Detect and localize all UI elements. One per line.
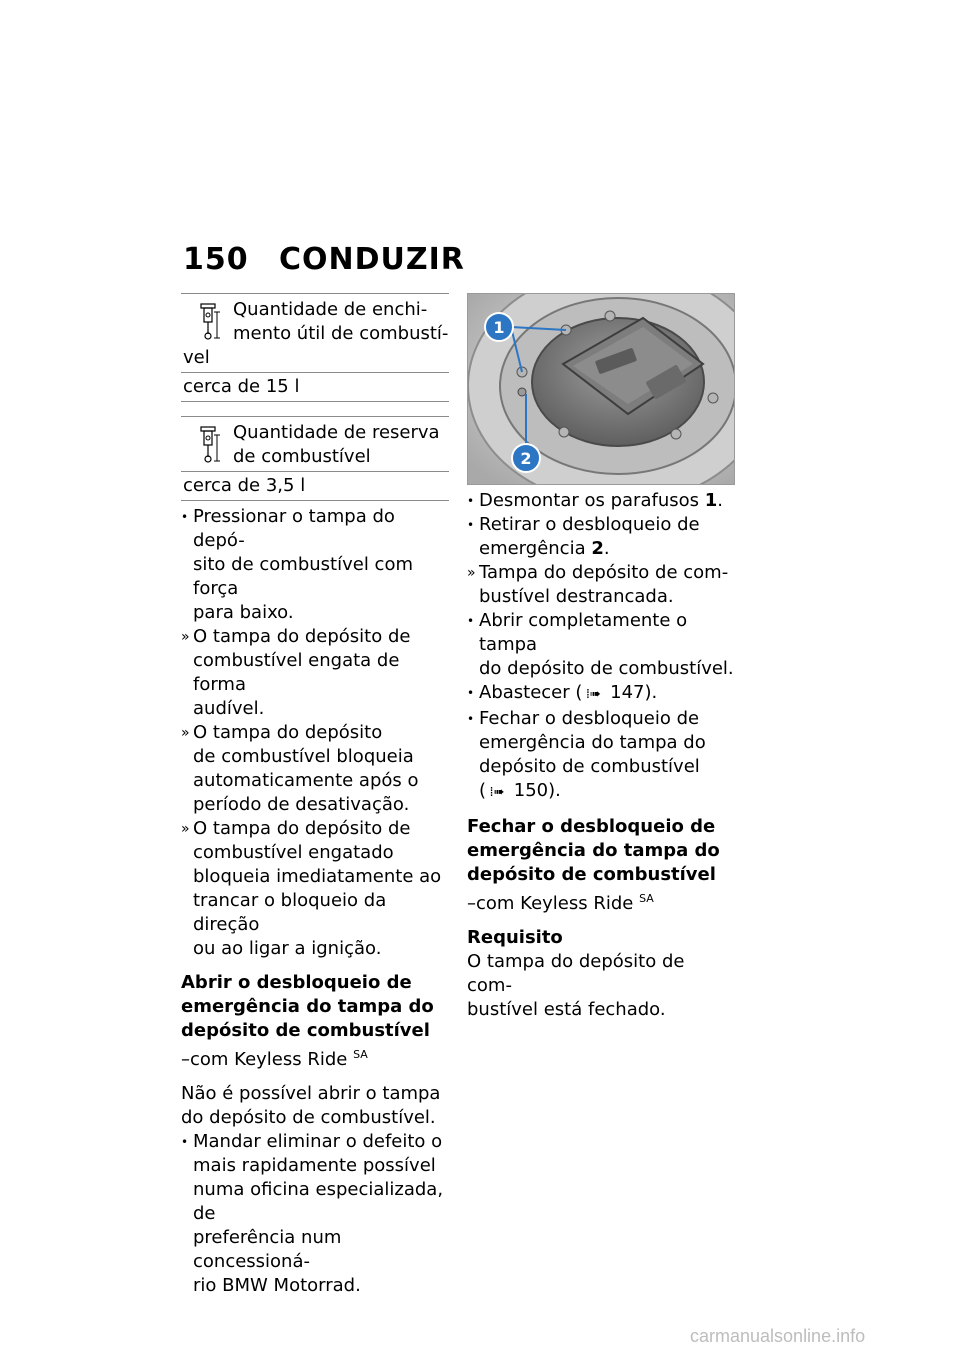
bullet-marker: • bbox=[467, 686, 475, 700]
spec-label bbox=[181, 421, 449, 469]
section-heading bbox=[181, 971, 449, 1043]
line: período de desativação. bbox=[193, 794, 410, 815]
list-item bbox=[467, 513, 735, 561]
ref-number: 2 bbox=[591, 538, 604, 559]
line-text: ). bbox=[548, 780, 561, 801]
left-column bbox=[181, 293, 449, 1298]
result-marker: » bbox=[181, 725, 190, 741]
fuel-pump-icon bbox=[199, 302, 221, 342]
line: sito de combustível com força bbox=[193, 554, 413, 599]
paragraph bbox=[181, 1082, 449, 1130]
requirement-heading: Requisito bbox=[467, 927, 563, 948]
line: trancar o bloqueio da direção bbox=[193, 890, 387, 935]
page-header bbox=[183, 242, 465, 277]
list-item bbox=[181, 721, 449, 817]
line: de combustível bloqueia bbox=[193, 746, 414, 767]
line: bustível está fechado. bbox=[467, 999, 666, 1020]
bullet-marker: • bbox=[467, 712, 475, 726]
line: audível. bbox=[193, 698, 265, 719]
line: Não é possível abrir o tampa bbox=[181, 1083, 441, 1104]
bullet-marker: • bbox=[467, 518, 475, 532]
spec-value: cerca de 3,5 l bbox=[181, 471, 449, 501]
line: ou ao ligar a ignição. bbox=[193, 938, 382, 959]
line: numa oficina especializada, de bbox=[193, 1179, 444, 1224]
line: bustível destrancada. bbox=[479, 586, 674, 607]
line: do depósito de combustível. bbox=[181, 1107, 436, 1128]
ref-number: 1 bbox=[704, 490, 718, 511]
subtitle-text: –com Keyless Ride bbox=[467, 893, 634, 914]
line-text: . bbox=[603, 538, 610, 559]
fuel-cap-illustration bbox=[468, 294, 734, 484]
list-item bbox=[181, 817, 449, 961]
subtitle-sup: SA bbox=[353, 1048, 368, 1061]
subtitle-sup: SA bbox=[639, 892, 654, 905]
heading-line: depósito de combustível bbox=[181, 1020, 430, 1041]
line: automaticamente após o bbox=[193, 770, 419, 791]
list-item bbox=[181, 1130, 449, 1298]
result-marker: » bbox=[181, 629, 190, 645]
line: preferência num concessioná- bbox=[193, 1227, 342, 1272]
spec-label-line: Quantidade de enchi- bbox=[233, 299, 428, 320]
result-marker: » bbox=[181, 821, 190, 837]
line: Fechar o desbloqueio de bbox=[479, 708, 700, 729]
line: bloqueia imediatamente ao bbox=[193, 866, 442, 887]
list-item bbox=[467, 707, 735, 805]
line: rio BMW Motorrad. bbox=[193, 1275, 361, 1296]
fuel-cap-photo bbox=[467, 293, 735, 485]
page-reference-arrow-icon[interactable]: ⁞➠ bbox=[489, 785, 505, 800]
line: emergência do tampa do bbox=[479, 732, 706, 753]
list-item bbox=[467, 489, 735, 513]
result-marker: » bbox=[467, 565, 476, 581]
line: Retirar o desbloqueio de bbox=[479, 514, 700, 535]
callout-1: 1 bbox=[493, 318, 505, 337]
line-text: emergência bbox=[479, 538, 592, 559]
heading-line: emergência do tampa do bbox=[181, 996, 434, 1017]
bullet-marker: • bbox=[467, 494, 475, 508]
spec-label-row bbox=[181, 416, 449, 471]
bullet-marker: • bbox=[467, 614, 475, 628]
heading-line: Fechar o desbloqueio de bbox=[467, 816, 716, 837]
line: depósito de combustível bbox=[479, 756, 700, 777]
right-column bbox=[467, 293, 735, 1022]
line bbox=[479, 489, 735, 513]
heading-line: emergência do tampa do bbox=[467, 840, 720, 861]
spec-table-reserve bbox=[181, 416, 449, 501]
line-text: Desmontar os parafusos bbox=[479, 490, 705, 511]
bullet-marker: • bbox=[181, 510, 189, 524]
line-text: . bbox=[717, 490, 723, 511]
spec-value: cerca de 15 l bbox=[181, 372, 449, 402]
spec-label-row bbox=[181, 293, 449, 372]
watermark: carmanualsonline.info bbox=[690, 1326, 866, 1346]
line: O tampa do depósito de com- bbox=[467, 951, 685, 996]
list-item bbox=[181, 625, 449, 721]
line: O tampa do depósito bbox=[193, 722, 383, 743]
line: combustível engata de forma bbox=[193, 650, 400, 695]
section-heading bbox=[467, 815, 735, 887]
list-item bbox=[181, 505, 449, 625]
page-reference-link[interactable]: 150 bbox=[513, 780, 549, 801]
bullet-marker: • bbox=[181, 1135, 189, 1149]
line: Mandar eliminar o defeito o bbox=[193, 1131, 443, 1152]
spec-label-line: Quantidade de reserva bbox=[233, 422, 440, 443]
heading-line: Abrir o desbloqueio de bbox=[181, 972, 412, 993]
page-reference-link[interactable]: 147 bbox=[610, 682, 645, 703]
callout-2: 2 bbox=[520, 449, 532, 468]
spec-table-fill-capacity bbox=[181, 293, 449, 402]
spec-label bbox=[181, 298, 449, 346]
line bbox=[479, 537, 735, 561]
line: mais rapidamente possível bbox=[193, 1155, 436, 1176]
line-text: ( bbox=[479, 780, 487, 801]
page-number: 150 bbox=[183, 242, 249, 277]
spec-label-line: vel bbox=[183, 347, 210, 368]
line: para baixo. bbox=[193, 602, 294, 623]
chapter-title: CONDUZIR bbox=[279, 242, 465, 277]
line: O tampa do depósito de bbox=[193, 626, 411, 647]
subtitle-text: –com Keyless Ride bbox=[181, 1049, 348, 1070]
list-item bbox=[467, 681, 735, 707]
line: do depósito de combustível. bbox=[479, 658, 734, 679]
line[interactable] bbox=[479, 681, 735, 707]
line[interactable] bbox=[479, 779, 735, 805]
line: Pressionar o tampa do depó- bbox=[193, 506, 395, 551]
section-subtitle bbox=[181, 1043, 449, 1072]
line: combustível engatado bbox=[193, 842, 394, 863]
line: O tampa do depósito de bbox=[193, 818, 411, 839]
line-text: ). bbox=[644, 682, 658, 703]
heading-line: depósito de combustível bbox=[467, 864, 716, 885]
page-reference-arrow-icon[interactable]: ⁞➠ bbox=[585, 687, 601, 702]
section-subtitle bbox=[467, 887, 735, 916]
line: Tampa do depósito de com- bbox=[479, 562, 729, 583]
line: Abrir completamente o tampa bbox=[479, 610, 688, 655]
spec-label-line: mento útil de combustí- bbox=[233, 323, 449, 344]
line-text: Abastecer ( bbox=[479, 682, 583, 703]
spec-label-line: de combustível bbox=[233, 446, 371, 467]
list-item bbox=[467, 609, 735, 681]
paragraph bbox=[467, 950, 735, 1022]
fuel-pump-icon bbox=[199, 425, 221, 465]
list-item bbox=[467, 561, 735, 609]
